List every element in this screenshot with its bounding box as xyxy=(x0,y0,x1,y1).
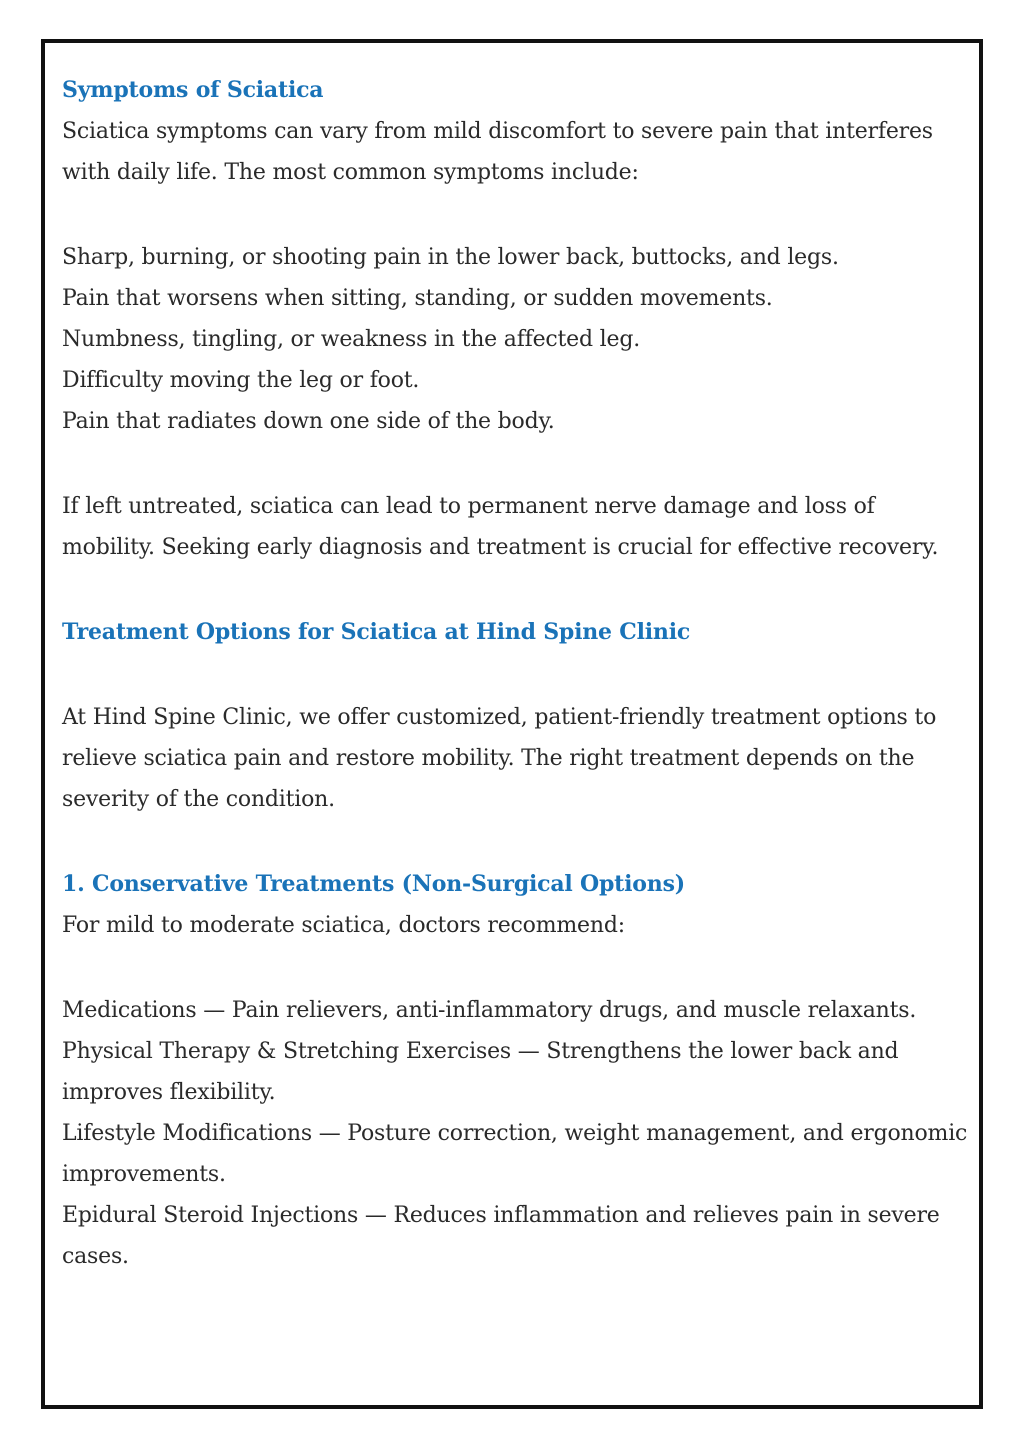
conservative-list xyxy=(62,990,972,1277)
conservative-heading: 1. Conservative Treatments (Non-Surgical Options) xyxy=(62,871,685,897)
treatment-item: Physical Therapy & Stretching Exercises — Strengthens the lower back and improves flexibility. xyxy=(62,1039,899,1105)
symptoms-list xyxy=(62,237,972,442)
spacer xyxy=(62,568,972,612)
conservative-intro: For mild to moderate sciatica, doctors recommend: xyxy=(62,913,625,938)
treatment-intro: At Hind Spine Clinic, we offer customized, patient-friendly treatment options to relieve sciatica pain and restore mobility. The right treatment depends on the severity of the condition. xyxy=(62,705,937,812)
symptoms-heading: Symptoms of Sciatica xyxy=(62,77,324,103)
symptoms-intro: Sciatica symptoms can vary from mild discomfort to severe pain that interferes with daily life. The most common symptoms include: xyxy=(62,119,933,185)
treatment-item: Lifestyle Modifications — Posture correction, weight management, and ergonomic improvements. xyxy=(62,1121,968,1187)
symptom-item: Pain that radiates down one side of the body. xyxy=(62,409,555,434)
symptom-item: Difficulty moving the leg or foot. xyxy=(62,368,420,393)
treatment-heading: Treatment Options for Sciatica at Hind Spine Clinic xyxy=(62,619,691,645)
symptoms-closing: If left untreated, sciatica can lead to permanent nerve damage and loss of mobility. Seeking early diagnosis and treatment is crucial for effective recovery. xyxy=(62,494,939,560)
document-content xyxy=(62,70,972,1277)
spacer xyxy=(62,193,972,237)
treatment-item: Epidural Steroid Injections — Reduces inflammation and relieves pain in severe cases. xyxy=(62,1203,940,1269)
treatment-item: Medications — Pain relievers, anti-inflammatory drugs, and muscle relaxants. xyxy=(62,998,917,1023)
symptom-item: Pain that worsens when sitting, standing, or sudden movements. xyxy=(62,286,773,311)
spacer xyxy=(62,820,972,864)
spacer xyxy=(62,653,972,697)
spacer xyxy=(62,946,972,990)
spacer xyxy=(62,442,972,486)
symptom-item: Sharp, burning, or shooting pain in the lower back, buttocks, and legs. xyxy=(62,245,839,270)
symptom-item: Numbness, tingling, or weakness in the affected leg. xyxy=(62,327,641,352)
